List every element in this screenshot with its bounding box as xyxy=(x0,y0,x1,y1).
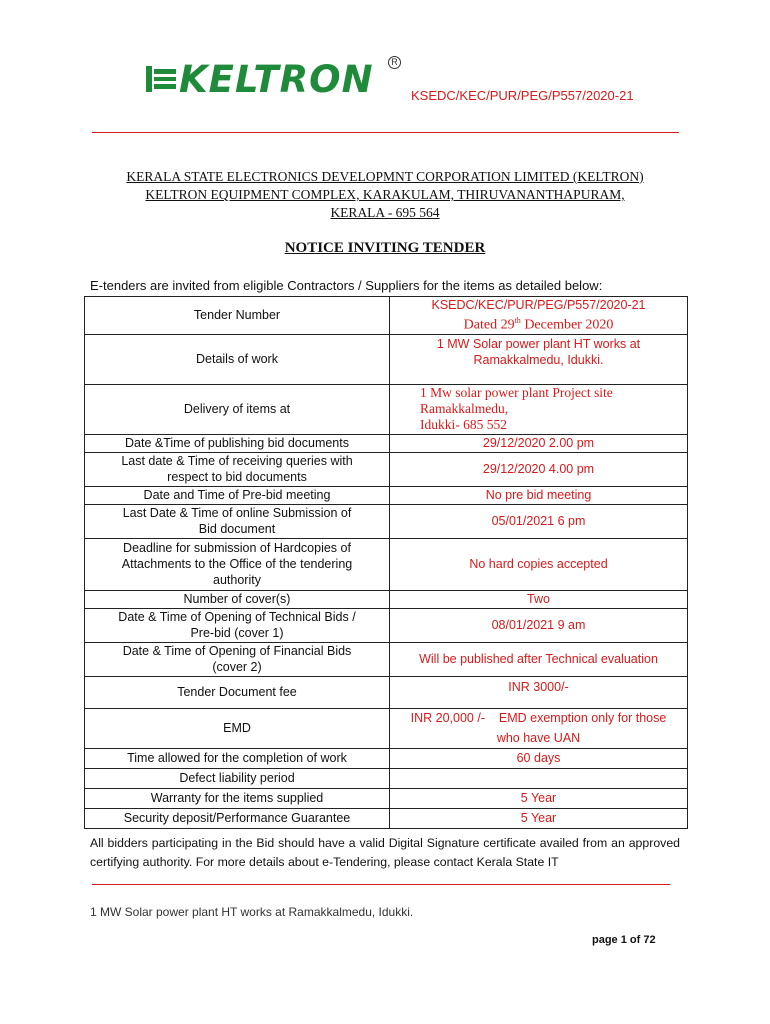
org-line-1: KERALA STATE ELECTRONICS DEVELOPMNT CORPORATION LIMITED (KELTRON) xyxy=(126,169,644,184)
row-label: Time allowed for the completion of work xyxy=(85,748,390,768)
row-label: Tender Number xyxy=(85,297,390,335)
table-row xyxy=(85,384,688,434)
delivery-line-1: 1 Mw solar power plant Project site xyxy=(420,385,613,401)
label-line-2: Bid document xyxy=(198,522,276,537)
work-details-line-2: Ramakkalmedu, Idukki. xyxy=(473,353,604,368)
org-line-3: KERALA - 695 564 xyxy=(330,205,440,220)
row-value: 60 days xyxy=(390,748,688,768)
row-label: Warranty for the items supplied xyxy=(85,788,390,808)
table-row xyxy=(85,590,688,608)
keltron-mark-icon xyxy=(146,66,176,92)
table-row xyxy=(85,768,688,788)
row-label: EMD xyxy=(85,708,390,748)
table-row xyxy=(85,452,688,486)
row-value xyxy=(390,768,688,788)
table-row xyxy=(85,486,688,504)
row-label xyxy=(85,642,390,676)
row-value xyxy=(390,708,688,748)
table-row xyxy=(85,676,688,708)
delivery-line-3: Idukki- 685 552 xyxy=(420,417,507,433)
row-value: INR 3000/- xyxy=(390,676,688,708)
table-row xyxy=(85,748,688,768)
row-value: Will be published after Technical evaluation xyxy=(390,642,688,676)
table-row xyxy=(85,538,688,590)
row-label: Defect liability period xyxy=(85,768,390,788)
table-row xyxy=(85,434,688,452)
table-row xyxy=(85,608,688,642)
label-line-1: Deadline for submission of Hardcopies of xyxy=(123,541,351,556)
row-value: 5 Year xyxy=(390,808,688,828)
row-label: Security deposit/Performance Guarantee xyxy=(85,808,390,828)
label-line-2: Pre-bid (cover 1) xyxy=(190,626,284,641)
label-line-1: Date & Time of Opening of Technical Bids / xyxy=(118,610,356,625)
row-label: Delivery of items at xyxy=(85,384,390,434)
table-row xyxy=(85,642,688,676)
work-details-line-1: 1 MW Solar power plant HT works at xyxy=(436,337,641,352)
spacer xyxy=(394,368,683,382)
row-label: Date &Time of publishing bid documents xyxy=(85,434,390,452)
table-row xyxy=(85,788,688,808)
org-line-2: KELTRON EQUIPMENT COMPLEX, KARAKULAM, THIRUVANANTHAPURAM, xyxy=(145,187,625,202)
label-line-1: Date & Time of Opening of Financial Bids xyxy=(122,644,352,659)
label-line-2: (cover 2) xyxy=(212,660,262,675)
footer-work-line: 1 MW Solar power plant HT works at Ramakkalmedu, Idukki. xyxy=(90,905,414,919)
row-label xyxy=(85,504,390,538)
label-line-2: Attachments to the Office of the tendering xyxy=(121,557,353,572)
row-value: 08/01/2021 9 am xyxy=(390,608,688,642)
tender-date-day: Dated 29 xyxy=(463,317,515,333)
row-label: Number of cover(s) xyxy=(85,590,390,608)
row-label xyxy=(85,608,390,642)
registered-mark: R xyxy=(388,56,401,69)
keltron-logo xyxy=(146,58,406,102)
intro-text: E-tenders are invited from eligible Contractors / Suppliers for the items as detailed below: xyxy=(90,278,603,293)
row-value: 29/12/2020 2.00 pm xyxy=(390,434,688,452)
footer-divider xyxy=(92,884,670,885)
label-line-1: Last date & Time of receiving queries with xyxy=(121,454,353,469)
emd-line-2: who have UAN xyxy=(496,731,581,746)
tender-table xyxy=(84,296,688,829)
page-number: page 1 of 72 xyxy=(592,934,656,946)
delivery-line-2: Ramakkalmedu, xyxy=(420,401,509,417)
label-line-1: Last Date & Time of online Submission of xyxy=(122,506,352,521)
row-label xyxy=(85,538,390,590)
header-divider xyxy=(92,132,679,133)
row-value: No hard copies accepted xyxy=(390,538,688,590)
row-value xyxy=(390,297,688,335)
row-value xyxy=(390,334,688,384)
table-row xyxy=(85,504,688,538)
page-title: NOTICE INVITING TENDER xyxy=(284,240,486,256)
logo-text: KELTRON xyxy=(179,58,374,101)
row-label: Details of work xyxy=(85,334,390,384)
label-line-2: respect to bid documents xyxy=(167,470,307,485)
tender-date-month: December 2020 xyxy=(520,317,614,333)
row-label: Tender Document fee xyxy=(85,676,390,708)
row-value: 5 Year xyxy=(390,788,688,808)
table-row xyxy=(85,708,688,748)
tender-number: KSEDC/KEC/PUR/PEG/P557/2020-21 xyxy=(431,298,646,312)
row-label xyxy=(85,452,390,486)
emd-line-1: INR 20,000 /- EMD exemption only for those xyxy=(410,711,667,726)
tender-date xyxy=(394,313,683,334)
label-line-3: authority xyxy=(213,573,261,588)
table-row xyxy=(85,297,688,335)
header-reference: KSEDC/KEC/PUR/PEG/P557/2020-21 xyxy=(411,88,634,103)
tender-date-suffix: th xyxy=(514,316,521,325)
row-value xyxy=(390,384,688,434)
row-value: No pre bid meeting xyxy=(390,486,688,504)
row-value: Two xyxy=(390,590,688,608)
footer-paragraph: All bidders participating in the Bid should have a valid Digital Signature certificate availed from an approved certifying authority. For more details about e-Tendering, please contact Kerala State IT xyxy=(90,836,680,869)
row-label: Date and Time of Pre-bid meeting xyxy=(85,486,390,504)
row-value: 05/01/2021 6 pm xyxy=(390,504,688,538)
row-value: 29/12/2020 4.00 pm xyxy=(390,452,688,486)
table-row xyxy=(85,808,688,828)
table-row xyxy=(85,334,688,384)
